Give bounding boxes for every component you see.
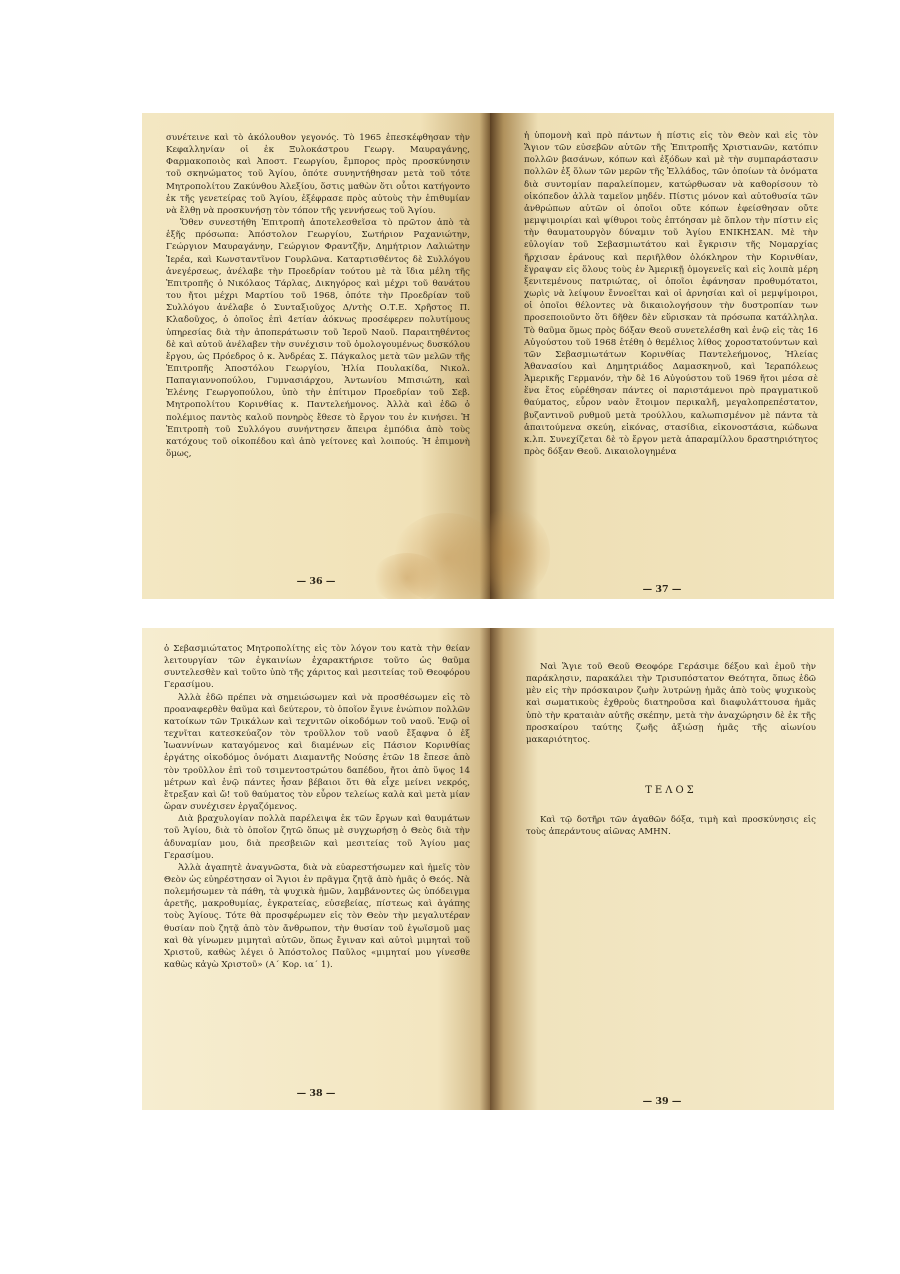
page-38-body	[164, 643, 470, 971]
page-39	[490, 628, 834, 1110]
closing-doxology: Καὶ τῷ δοτῆρι τῶν ἀγαθῶν δόξα, τιμὴ καὶ προσκύνησις εἰς τοὺς ἀπεράντους αἰῶνας ΑΜΗΝ.	[526, 815, 816, 838]
top-spread	[142, 113, 834, 599]
page-37	[490, 113, 834, 599]
paragraph: Ὅθεν συνεστήθη Ἐπιτροπὴ ἀποτελεσθεῖσα τὸ πρῶτον ἀπὸ τὰ ἑξῆς πρόσωπα: Ἀπόστολον Γεωργίου, Σωτήριον Ραχανιώτην, Γεώργιον Μαυραγάνην, Γεώργιον Φραντζῆν, Δημήτριον Λαλιώτην Ἱερέα, καὶ Κωνσταντῖνον Γουρλῶνα. Καταρτισθέντος δὲ Συλλόγου ἀνεγέρσεως, ἀνέλαβε τὴν Προεδρίαν τούτου μὲ τὰ ἴδια μέλη τῆς Ἐπιτροπῆς ὁ Νικόλαος Τάρλας, Δικηγόρος καὶ μέχρι τοῦ θανάτου του ἤτοι μέχρι Μαρτίου τοῦ 1968, ὁπότε τὴν Προεδρίαν τοῦ Συλλόγου ἀνέλαβε ὁ Συνταξιοῦχος Δ/ντὴς Ο.Τ.Ε. Χρῆστος Π. Κλαδοῦχος, ὁ ὁποῖος ἐπὶ 4ετίαν ἀόκνως προσέφερεν πολυτίμους ὑπηρεσίας διὰ τὴν ἀποπεράτωσιν τοῦ Ἱεροῦ Ναοῦ. Παραιτηθέντος δὲ καὶ αὐτοῦ ἀνέλαβεν τὴν συνέχισιν τοῦ ὁμολογουμένως δυσκόλου ἔργου, ὡς Πρόεδρος ὁ κ. Ἀνδρέας Σ. Πάγκαλος μετὰ τῶν μελῶν τῆς Ἐπιτροπῆς Ἀποστόλου Γεωργίου, Ἠλία Πουλακίδα, Νικολ. Παπαγιαννοπούλου, Γυμνασιάρχου, Ἀντωνίου Μπισιώτη, καὶ Ἑλένης Γεωργοπούλου, ὑπὸ τὴν ἐπίτιμον Προεδρίαν τοῦ Σεβ. Μητροπολίτου Κορινθίας κ. Παντελεήμονος. Ἀλλὰ καὶ ἐδῶ ὁ πολέμιος παντὸς καλοῦ πονηρὸς ἔθεσε τὸ ἔργον του ἐν κινήσει. Ἡ Ἐπιτροπὴ τοῦ Συλλόγου συνήντησεν ἄπειρα ἐμπόδια ἀπὸ τοὺς κατόχους τοῦ οἰκοπέδου καὶ ἀπὸ γείτονες καὶ λοιπούς. Ἡ ἐπιμονὴ ὅμως,	[166, 218, 470, 460]
page-number: — 38 —	[296, 1088, 336, 1099]
end-title: ΤΕΛΟΣ	[645, 785, 697, 796]
paragraph: συνέτεινε καὶ τὸ ἀκόλουθον γεγονός. Τὸ 1965 ἐπεσκέφθησαν τὴν Κεφαλληνίαν οἱ ἐκ Ξυλοκάστρου Γεωργ. Μαυραγάνης, Φαρμακοποιὸς καὶ Ἀποστ. Γεωργίου, ἔμπορος πρὸς προσκύνησιν τοῦ σκηνώματος τοῦ Ἁγίου, ὁπότε συνηντήθησαν μετὰ τοῦ τότε Μητροπολίτου Ζακύνθου Ἀλεξίου, ὅστις μαθὼν ὅτι οὗτοι κατήγοντο ἐκ τῆς γενετείρας τοῦ Ἁγίου, ἐξέφρασε πρὸς αὐτοὺς τὴν ἐπιθυμίαν νὰ ἔλθῃ νὰ προσκυνήσῃ τὸν τόπον τῆς γεννήσεως τοῦ Ἁγίου.	[166, 133, 470, 216]
page-number: — 37 —	[642, 584, 682, 595]
page-38	[142, 628, 490, 1110]
paragraph: Διὰ βραχυλογίαν πολλὰ παρέλειψα ἐκ τῶν ἔργων καὶ θαυμάτων τοῦ Ἁγίου, διὰ τὸ ὁποῖον ζητῶ ὅπως μὲ συγχωρήσῃ ὁ Θεὸς διὰ τὴν ἀδυναμίαν μου, διὰ πρεσβειῶν καὶ μεσιτείας τοῦ Ἁγίου μας Γερασίμου.	[164, 814, 470, 861]
paragraph: Ναὶ Ἅγιε τοῦ Θεοῦ Θεοφόρε Γεράσιμε δέξου καὶ ἐμοῦ τὴν παράκλησιν, παρακάλει τὴν Τρισυπόστατον Θεότητα, ὅπως ἐδῶ μὲν εἰς τὴν πρόσκαιρον ζωὴν λυτρώνῃ ἡμᾶς ἀπὸ τοὺς ψυχικοὺς καὶ σωματικοὺς ἐχθροὺς διατηροῦσα καὶ διαφυλάττουσα ἡμᾶς ὑπὸ τὴν κραταιὰν αὐτῆς σκέπην, μετὰ τὴν ἀναχώρησιν δὲ ἐκ τῆς προσκαίρου ταύτης ζωῆς ἀξιώσῃ ἡμᾶς τῆς αἰωνίου μακαριότητος.	[526, 662, 816, 745]
page-36	[142, 113, 490, 599]
page-37-body	[524, 130, 818, 458]
paragraph: ἡ ὑπομονὴ καὶ πρὸ πάντων ἡ πίστις εἰς τὸν Θεὸν καὶ εἰς τὸν Ἅγιον τῶν εὐσεβῶν αὐτῶν τῆς Ἐπιτροπῆς Χριστιανῶν, κατόπιν πολλῶν βασάνων, κόπων καὶ ἐξόδων καὶ μὲ τὴν συμπαράστασιν πολλῶν ἐξ ὅλων τῶν μερῶν τῆς Ἑλλάδος, τῶν ὁποίων τὰ ὀνόματα διὰ συντομίαν παραλείπομεν, κατώρθωσαν νὰ καθορίσουν τὸ οἰκόπεδον ἀλλὰ ταμεῖον μηδέν. Πίστις μόνον καὶ αὐτοθυσία τῶν ἀνθρώπων αὐτῶν οἱ ὁποῖοι οὔτε κόπων ἐφείσθησαν οὔτε μεμψιμοιρίαι καὶ ψίθυροι τοὺς ἐπτόησαν μὲ ὅπλον τὴν πίστιν εἰς τὴν θαυματουργὸν δύναμιν τοῦ Ἁγίου ΕΝΙΚΗΣΑΝ. Μὲ τὴν εὐλογίαν τοῦ Σεβασμιωτάτου καὶ ἔγκρισιν τῆς Νομαρχίας ἤρχισαν ἐράνους καὶ περιῆλθον ὁλόκληρον τὴν Κορινθίαν, ἔγραψαν εἰς ὅλους τοὺς ἐν Ἀμερικῇ ὁμογενεῖς καὶ εἰς λοιπὰ μέρη ξενιτεμένους πατριώτας, οἱ ὁποῖοι ἐφάνησαν προθυμότατοι, χωρὶς νὰ λείψουν ἔννοεῖται καὶ οἱ ἀρνησίαι καὶ οἱ μεμψίμοιροι, οἱ ὁποῖοι θέλοντες νὰ δικαιολογήσουν τὴν δυστροπίαν των προσεποιοῦντο ὅτι δῆθεν δὲν εὕρισκαν τὰ πρόσωπα κατάλληλα. Τὸ θαῦμα ὅμως πρὸς δόξαν Θεοῦ συνετελέσθη καὶ ἐνῷ εἰς τὰς 16 Αὐγούστου τοῦ 1968 ἐτέθη ὁ θεμέλιος λίθος χοροστατούντων καὶ τῶν Σεβασμιωτάτων Κορινθίας Παντελεήμονος, Ἠλείας Ἀθανασίου καὶ Δημητριάδος Δαμασκηνοῦ, καὶ Ἱεραπόλεως Ἀμερικῆς Γερμανόν, τὴν δὲ 16 Αὐγούστου τοῦ 1969 ἤτοι μέσα σὲ ἕνα ἔτος εὑρέθησαν πάντες οἱ παριστάμενοι πρὸ πραγματικοῦ θαύματος, εὗρον ναὸν ἕτοιμον περικαλῆ, μεγαλοπρεπέστατον, βυζαντινοῦ ρυθμοῦ μετὰ τρούλλου, καλωπισμένον μὲ πάντα τὰ ἀπαιτούμενα σκεύη, εἰκόνας, στασίδια, εἰκονοστάσια, κώδωνα κ.λπ. Συνεχίζεται δὲ τὸ ἔργον μετὰ ἀπαραμίλλου δραστηριότητος πρὸς δόξαν Θεοῦ. Δικαιολογημένα	[524, 131, 818, 458]
page-36-body	[166, 132, 470, 460]
page-number: — 36 —	[296, 576, 336, 587]
paragraph: Ἀλλὰ ἐδῶ πρέπει νὰ σημειώσωμεν καὶ νὰ προσθέσωμεν εἰς τὸ προαναφερθὲν θαῦμα καὶ δεύτερον, τὸ ὁποῖον ἔγινε ἐνώπιον πολλῶν κατοίκων τῶν Τρικάλων καὶ τεχνιτῶν οἰκοδόμων τοῦ ναοῦ. Ἐνῷ οἱ τεχνῖται κατεσκεύαζον τὸν τροῦλλον τοῦ ναοῦ ἔξαφνα ὁ ἐξ Ἰωαννίνων καταγόμενος καὶ διαμένων εἰς Πάσιον Κορινθίας ἐργάτης οἰκοδόμος ὀνόματι Διαμαντῆς Νούσης ἐτῶν 18 ἔπεσε ἀπὸ τὸν τροῦλλον ἐπὶ τοῦ τσιμεντοστρώτου δαπέδου, ἤτοι ἀπὸ ὕψος 14 μέτρων καὶ ἐνῷ πάντες ἦσαν βέβαιοι ὅτι θὰ εἶχε μείνει νεκρός, ἔτρεξαν καὶ ὤ! τοῦ θαύματος τὸν εὗρον τελείως καλὰ καὶ μετὰ μίαν ὥραν συνέχισεν ἐργαζόμενος.	[164, 692, 470, 813]
bottom-spread	[142, 628, 834, 1110]
paragraph: ὁ Σεβασμιώτατος Μητροπολίτης εἰς τὸν λόγον του κατὰ τὴν θείαν λειτουργίαν τῶν ἐγκαινίων ἐχαρακτήρισε τοῦτο ὡς θαῦμα συντελεσθὲν καὶ τοῦτο ὑπὸ τῆς χάριτος καὶ μεσιτείας τοῦ Θεοφόρου Γερασίμου.	[164, 644, 470, 691]
page-number: — 39 —	[642, 1096, 682, 1107]
paragraph: Ἀλλὰ ἀγαπητὲ ἀναγνῶστα, διὰ νὰ εὐαρεστήσωμεν καὶ ἡμεῖς τὸν Θεὸν ὡς εὐηρέστησαν οἱ Ἅγιοι ἐν πρᾶγμα ζητᾷ ἀπὸ ἡμᾶς ὁ Θεός. Νὰ πολεμήσωμεν τὰ πάθη, τὰ ψυχικὰ ἡμῶν, λαμβάνοντες ὡς ὑπόδειγμα ἀρετῆς, μακροθυμίας, ἐγκρατείας, εὐσεβείας, πίστεως καὶ ἀγάπης τοὺς Ἁγίους. Τότε θὰ προσφέρωμεν εἰς τὸν Θεὸν τὴν μεγαλυτέραν θυσίαν ποὺ ζητᾷ ἀπὸ τὸν ἄνθρωπον, τὴν θυσίαν τοῦ ἐγωϊσμοῦ μας καὶ θὰ γίνωμεν μιμηταὶ αὐτῶν, ὅπως ἔγιναν καὶ αὐτοὶ μιμηταὶ τοῦ Χριστοῦ, καθὼς λέγει ὁ Ἀπόστολος Παῦλος «μιμηταί μου γίνεσθε καθὼς κἀγὼ Χριστοῦ» (Α΄ Κορ. ια΄ 1).	[164, 862, 470, 971]
page-39-body	[526, 661, 816, 746]
